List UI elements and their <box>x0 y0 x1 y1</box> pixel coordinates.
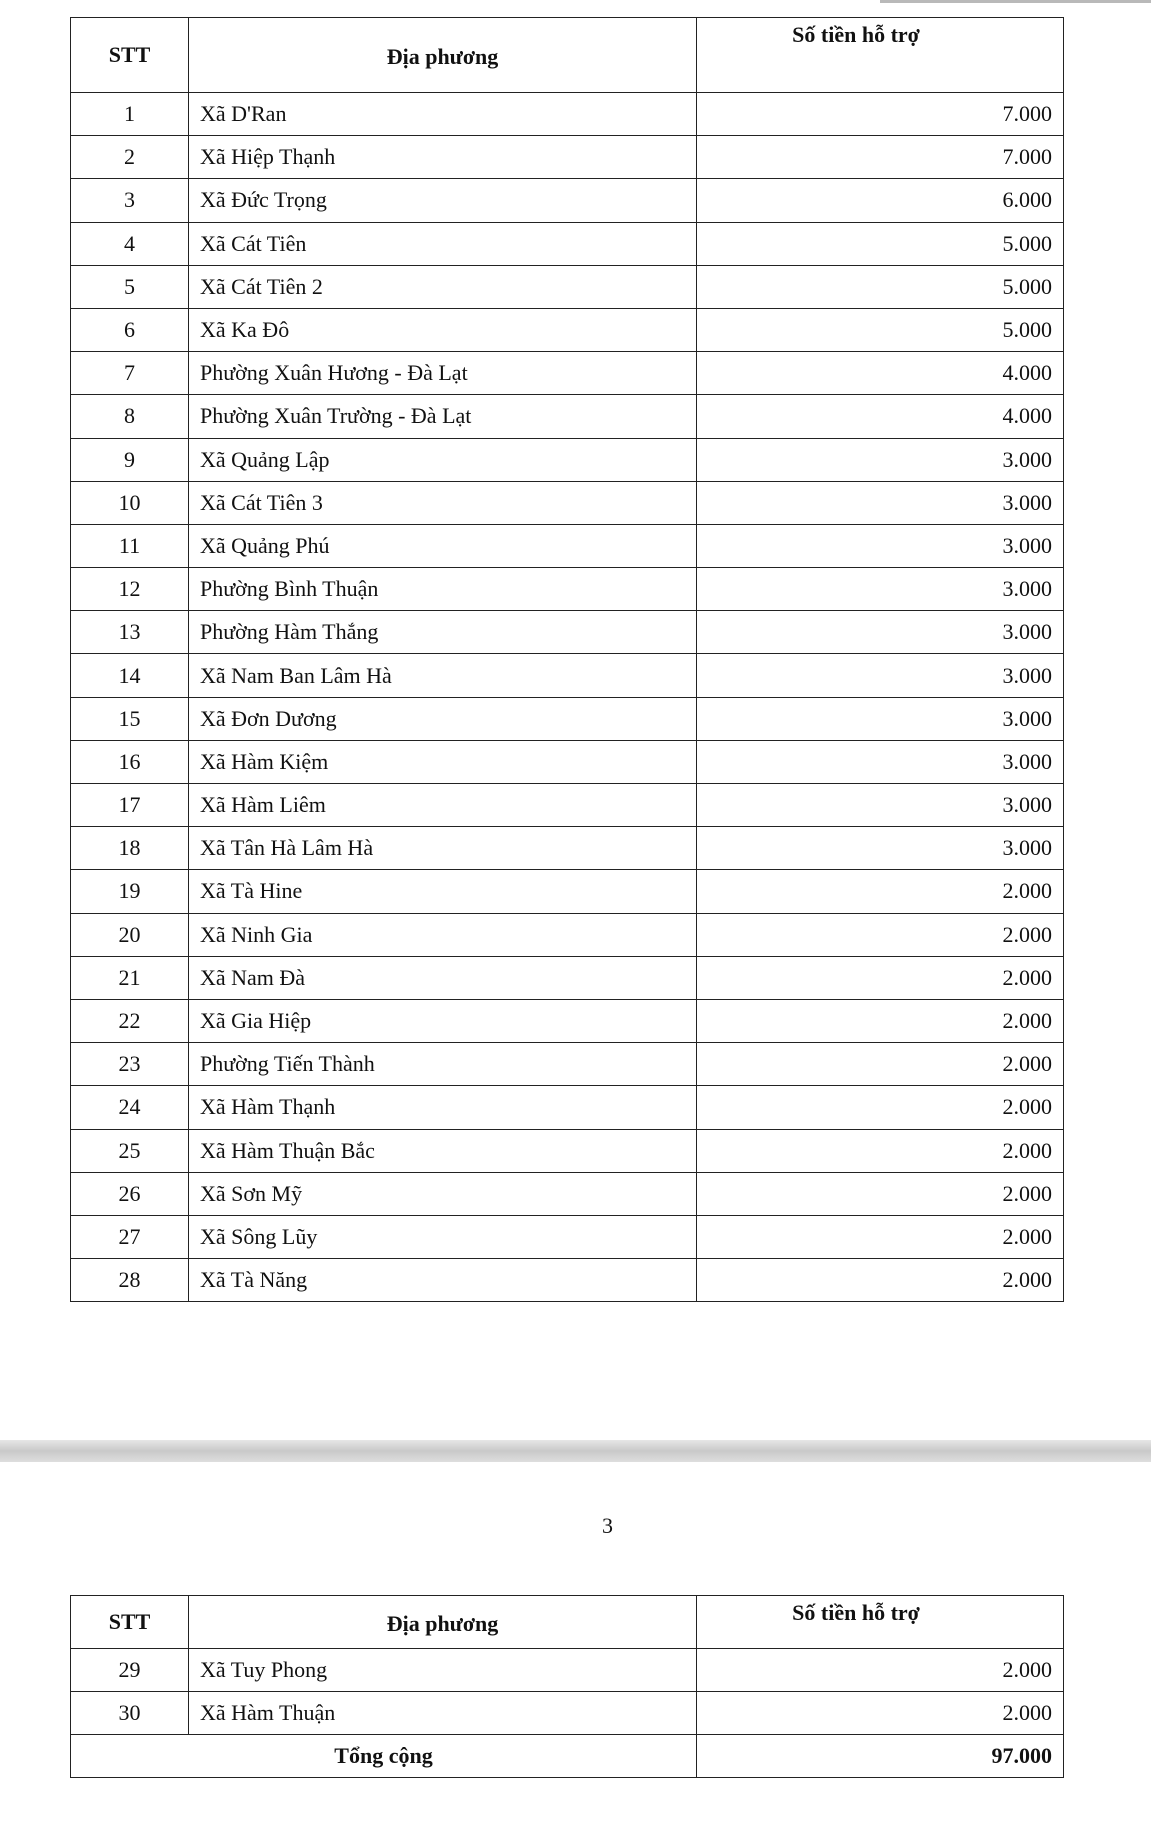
page-number: 3 <box>602 1513 613 1538</box>
support-amount-table-continued <box>70 1595 1064 1778</box>
row-stt: 27 <box>71 1215 189 1258</box>
row-amount: 7.000 <box>697 136 1064 179</box>
row-stt: 2 <box>71 136 189 179</box>
row-stt: 25 <box>71 1129 189 1172</box>
row-stt: 21 <box>71 956 189 999</box>
header-stt: STT <box>71 1596 189 1649</box>
table-row <box>71 1215 1064 1258</box>
row-amount: 2.000 <box>697 999 1064 1042</box>
table-row <box>71 956 1064 999</box>
row-location: Phường Bình Thuận <box>189 568 697 611</box>
row-amount: 2.000 <box>697 913 1064 956</box>
row-location: Xã Ninh Gia <box>189 913 697 956</box>
row-amount: 4.000 <box>697 395 1064 438</box>
table-header-row <box>71 1596 1064 1649</box>
row-amount: 4.000 <box>697 352 1064 395</box>
row-amount: 6.000 <box>697 179 1064 222</box>
row-location: Xã Nam Đà <box>189 956 697 999</box>
support-amount-table <box>70 17 1064 1302</box>
row-location: Xã Tà Năng <box>189 1259 697 1302</box>
row-stt: 14 <box>71 654 189 697</box>
table-row <box>71 93 1064 136</box>
header-amount <box>697 18 1064 93</box>
row-amount: 3.000 <box>697 697 1064 740</box>
row-location: Xã Đức Trọng <box>189 179 697 222</box>
row-stt: 22 <box>71 999 189 1042</box>
row-location: Xã Nam Ban Lâm Hà <box>189 654 697 697</box>
table-row <box>71 870 1064 913</box>
row-location: Xã Đơn Dương <box>189 697 697 740</box>
row-amount: 3.000 <box>697 740 1064 783</box>
header-location <box>189 18 697 93</box>
row-amount: 5.000 <box>697 265 1064 308</box>
row-stt: 26 <box>71 1172 189 1215</box>
table-row <box>71 1043 1064 1086</box>
row-amount: 2.000 <box>697 1259 1064 1302</box>
row-location: Xã Sơn Mỹ <box>189 1172 697 1215</box>
table-row <box>71 697 1064 740</box>
row-stt: 23 <box>71 1043 189 1086</box>
row-location: Xã Cát Tiên 3 <box>189 481 697 524</box>
table-row <box>71 913 1064 956</box>
row-location: Xã Hàm Thuận Bắc <box>189 1129 697 1172</box>
table-header-row <box>71 18 1064 93</box>
table-row <box>71 136 1064 179</box>
table-row <box>71 1692 1064 1735</box>
table-row <box>71 179 1064 222</box>
row-stt: 12 <box>71 568 189 611</box>
row-amount: 3.000 <box>697 827 1064 870</box>
row-location: Xã Hàm Liêm <box>189 784 697 827</box>
row-location: Xã D'Ran <box>189 93 697 136</box>
row-amount: 2.000 <box>697 1215 1064 1258</box>
row-stt: 8 <box>71 395 189 438</box>
total-amount: 97.000 <box>697 1735 1064 1778</box>
row-amount: 2.000 <box>697 1086 1064 1129</box>
row-location: Xã Quảng Phú <box>189 524 697 567</box>
table-body <box>71 93 1064 1302</box>
row-location: Xã Hàm Thạnh <box>189 1086 697 1129</box>
row-amount: 2.000 <box>697 1692 1064 1735</box>
row-amount: 5.000 <box>697 308 1064 351</box>
row-location: Xã Quảng Lập <box>189 438 697 481</box>
row-location: Phường Hàm Thắng <box>189 611 697 654</box>
row-stt: 29 <box>71 1649 189 1692</box>
row-amount: 3.000 <box>697 568 1064 611</box>
row-stt: 5 <box>71 265 189 308</box>
row-amount: 2.000 <box>697 956 1064 999</box>
total-row <box>71 1735 1064 1778</box>
row-amount: 3.000 <box>697 654 1064 697</box>
header-location-label: Địa phương <box>386 1611 499 1636</box>
table-row <box>71 654 1064 697</box>
row-location: Xã Hiệp Thạnh <box>189 136 697 179</box>
header-stt: STT <box>71 18 189 93</box>
row-location: Xã Tà Hine <box>189 870 697 913</box>
table-row <box>71 1649 1064 1692</box>
row-amount: 2.000 <box>697 870 1064 913</box>
row-location: Xã Sông Lũy <box>189 1215 697 1258</box>
row-stt: 3 <box>71 179 189 222</box>
row-amount: 3.000 <box>697 438 1064 481</box>
row-stt: 6 <box>71 308 189 351</box>
row-stt: 28 <box>71 1259 189 1302</box>
row-location: Phường Xuân Hương - Đà Lạt <box>189 352 697 395</box>
total-label: Tổng cộng <box>71 1735 697 1778</box>
table-row <box>71 308 1064 351</box>
row-stt: 11 <box>71 524 189 567</box>
row-stt: 9 <box>71 438 189 481</box>
row-location: Xã Tân Hà Lâm Hà <box>189 827 697 870</box>
row-stt: 16 <box>71 740 189 783</box>
row-location: Xã Ka Đô <box>189 308 697 351</box>
row-stt: 13 <box>71 611 189 654</box>
table-row <box>71 784 1064 827</box>
table-body <box>71 1649 1064 1735</box>
row-location: Phường Xuân Trường - Đà Lạt <box>189 395 697 438</box>
row-stt: 24 <box>71 1086 189 1129</box>
row-amount: 2.000 <box>697 1172 1064 1215</box>
row-stt: 18 <box>71 827 189 870</box>
row-amount: 3.000 <box>697 611 1064 654</box>
row-location: Xã Hàm Thuận <box>189 1692 697 1735</box>
table-row <box>71 611 1064 654</box>
table-row <box>71 265 1064 308</box>
table-row <box>71 740 1064 783</box>
header-location <box>189 1596 697 1649</box>
table-row <box>71 999 1064 1042</box>
row-location: Phường Tiến Thành <box>189 1043 697 1086</box>
row-location: Xã Cát Tiên <box>189 222 697 265</box>
page-edge-line <box>880 0 1151 3</box>
page-separator <box>0 1440 1151 1462</box>
row-location: Xã Gia Hiệp <box>189 999 697 1042</box>
row-stt: 17 <box>71 784 189 827</box>
table-row <box>71 827 1064 870</box>
row-location: Xã Cát Tiên 2 <box>189 265 697 308</box>
header-location-label: Địa phương <box>386 44 499 69</box>
table-row <box>71 481 1064 524</box>
table-row <box>71 1259 1064 1302</box>
row-stt: 20 <box>71 913 189 956</box>
row-amount: 5.000 <box>697 222 1064 265</box>
table-row <box>71 1129 1064 1172</box>
table-row <box>71 438 1064 481</box>
table-row <box>71 524 1064 567</box>
row-amount: 7.000 <box>697 93 1064 136</box>
row-amount: 2.000 <box>697 1043 1064 1086</box>
row-stt: 7 <box>71 352 189 395</box>
row-stt: 15 <box>71 697 189 740</box>
row-location: Xã Hàm Kiệm <box>189 740 697 783</box>
header-amount-label: Số tiền hỗ trợ <box>792 1600 920 1625</box>
table-row <box>71 395 1064 438</box>
table-row <box>71 568 1064 611</box>
table-row <box>71 1172 1064 1215</box>
row-stt: 19 <box>71 870 189 913</box>
row-stt: 4 <box>71 222 189 265</box>
table-row <box>71 222 1064 265</box>
row-location: Xã Tuy Phong <box>189 1649 697 1692</box>
row-stt: 1 <box>71 93 189 136</box>
row-stt: 30 <box>71 1692 189 1735</box>
row-amount: 2.000 <box>697 1129 1064 1172</box>
row-amount: 3.000 <box>697 481 1064 524</box>
row-amount: 3.000 <box>697 784 1064 827</box>
header-amount-label: Số tiền hỗ trợ <box>792 22 920 47</box>
row-stt: 10 <box>71 481 189 524</box>
table-row <box>71 1086 1064 1129</box>
table-row <box>71 352 1064 395</box>
header-amount <box>697 1596 1064 1649</box>
row-amount: 3.000 <box>697 524 1064 567</box>
row-amount: 2.000 <box>697 1649 1064 1692</box>
